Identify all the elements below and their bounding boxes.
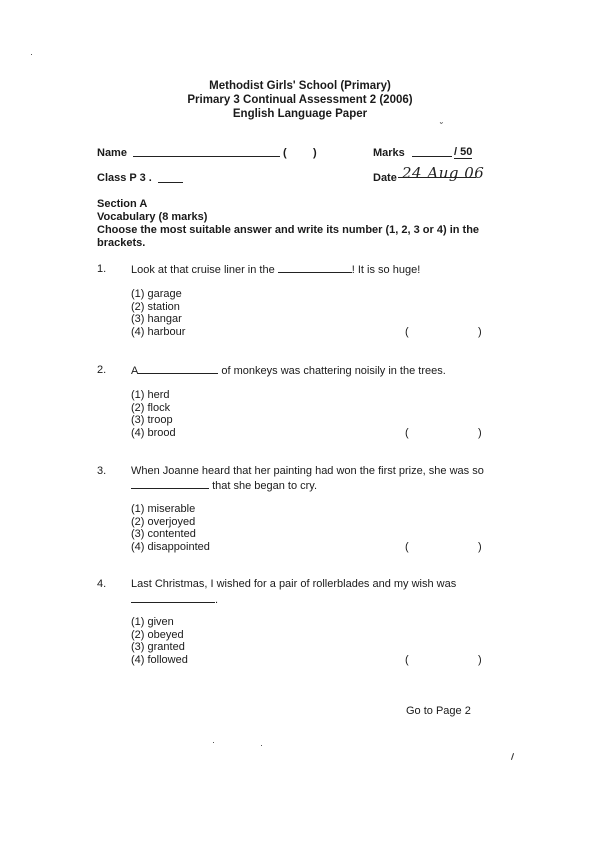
assessment-title: Primary 3 Continual Assessment 2 (2006) [187,94,413,106]
question-1-text: Look at that cruise liner in the ! It is so huge! [131,264,421,276]
date-label: Date [373,172,397,184]
section-subtitle: Vocabulary (8 marks) [97,211,208,223]
question-4-bracket-close: ) [478,654,482,666]
option: (3) contented [131,528,196,541]
scan-speck [261,745,262,746]
option: (1) garage [131,288,182,300]
question-2-number: 2. [97,364,107,376]
question-4-blank [131,593,215,603]
question-4-text-line-1: Last Christmas, I wished for a pair of rollerblades and my wish was [131,578,457,590]
question-3-options [131,503,210,553]
question-3-text-line-1: When Joanne heard that her painting had won the first prize, she was so [131,465,484,477]
class-label: Class P 3 . [97,172,152,184]
option: (3) hangar [131,313,182,326]
option: (1) herd [131,389,170,401]
option: (2) flock [131,401,171,414]
question-1-answer-box[interactable] [413,324,475,338]
scan-speck [213,742,214,743]
register-paren-close: ) [313,147,317,159]
question-2-options [131,389,176,439]
option: (4) disappointed [131,540,210,553]
question-3-bracket-open: ( [405,541,409,553]
paper-title: English Language Paper [232,108,368,120]
name-label: Name [97,147,127,159]
question-2-bracket-close: ) [478,427,482,439]
instructions-line-1: Choose the most suitable answer and write its number (1, 2, 3 or 4) in the [97,224,480,236]
question-4-bracket-open: ( [405,654,409,666]
scan-mark [511,753,514,760]
option: (3) troop [131,414,173,427]
class-field[interactable] [158,173,183,183]
scan-speck [31,54,32,55]
option: (4) brood [131,426,176,439]
question-4-text-line-2: . [131,593,218,606]
school-name: Methodist Girls' School (Primary) [209,80,391,92]
question-1-bracket-close: ) [478,326,482,338]
question-2-bracket-open: ( [405,427,409,439]
question-3-answer-box[interactable] [413,539,475,553]
section-title: Section A [97,198,148,210]
question-3-text-line-2: that she began to cry. [131,479,317,492]
tick-mark: ˘ [440,121,443,131]
name-field[interactable] [133,147,280,157]
question-1-bracket-open: ( [405,326,409,338]
question-4-number: 4. [97,578,107,590]
option: (1) miserable [131,503,196,515]
option: (4) followed [131,653,188,666]
marks-total: / 50 [454,146,473,158]
question-2-blank [138,364,218,374]
option: (2) obeyed [131,628,184,641]
option: (2) station [131,300,180,313]
question-2-text: A of monkeys was chattering noisily in the trees. [131,365,446,377]
option: (4) harbour [131,325,186,338]
option: (2) overjoyed [131,515,196,528]
marks-field[interactable] [412,147,452,157]
question-3-blank [131,479,209,489]
question-2-answer-box[interactable] [413,425,475,439]
question-3-bracket-close: ) [478,541,482,553]
question-4-options [131,616,188,666]
question-4-answer-box[interactable] [413,652,475,666]
go-to-next-page: Go to Page 2 [406,705,471,717]
register-paren-open: ( [283,147,287,159]
question-1-options [131,288,185,338]
date-handwritten: 24 Aug 06 [402,164,485,182]
question-3-number: 3. [97,465,107,477]
option: (3) granted [131,641,185,654]
marks-label: Marks [373,147,405,159]
question-1-number: 1. [97,263,107,275]
option: (1) given [131,616,174,628]
instructions-line-2: brackets. [97,237,146,249]
question-1-blank [278,263,352,273]
